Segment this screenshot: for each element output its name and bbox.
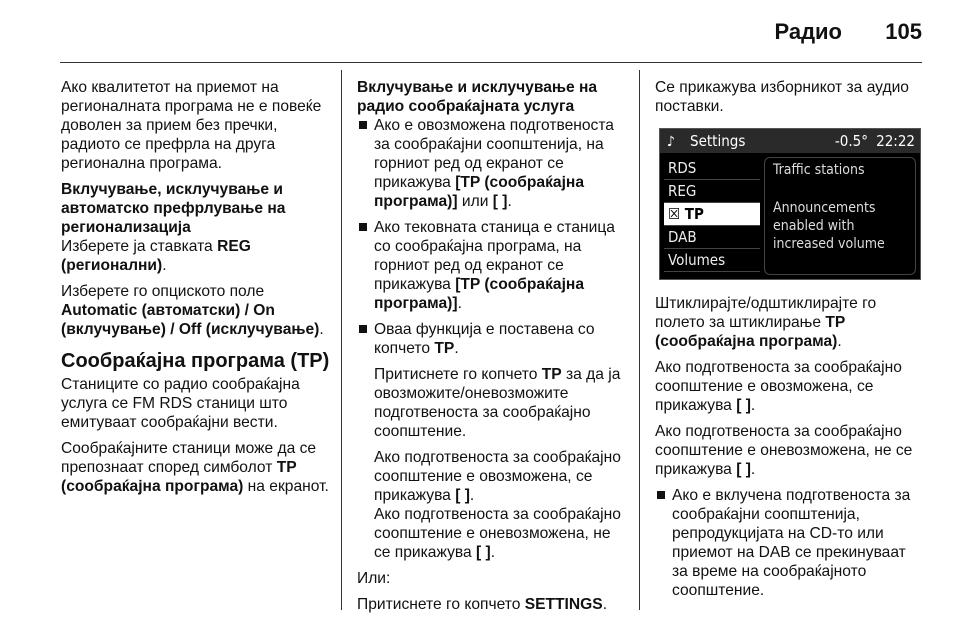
screen-status-bar [660,129,920,153]
screen-title: Settings [690,132,746,150]
column-divider [639,70,640,610]
screen-clock: 22:22 [876,132,915,150]
bullet-item: Ако е овозможена подготвеноста за сообраќајни соопштенија, на горниот ред од екранот се прикажува [TP (сообраќајна програма)] или [ ]. [357,116,631,211]
settings-screen-illustration [659,128,921,280]
panel-line: Traffic stations [773,162,865,178]
screen-info-panel [764,157,916,275]
screen-menu-item: REG [664,180,760,203]
panel-line: enabled with [773,218,855,234]
music-note-icon: ♪ [667,134,676,150]
bullet-item: Ако е вклучена подготвеноста за сообраќајни соопштенија, репродукцијата на CD-то или приемот на DAB се прекинуваат за време на сообраќајното соопштение. [655,486,925,600]
screen-menu-item-selected: ☒ TP [664,203,760,226]
screen-menu-item: RDS [664,157,760,180]
screen-menu [664,157,760,272]
indented-paragraph: Ако подготвеноста за сообраќајно соопштение е овозможена, се прикажува [ ]. [374,449,621,504]
paragraph: Изберете го опциското поле Automatic (автоматски) / On (вклучување) / Off (исклучување). [61,283,324,338]
paragraph: Ако подготвеноста за сообраќајно соопштение е оневозможена, не се прикажува [ ]. [655,423,913,478]
bullet-item: Оваа функција е поставена со копчето TP. [357,320,631,358]
bullet-item: Ако тековната станица е станица со сообраќајна програма, на горниот ред од екранот се прикажува [TP (сообраќајна програма)]. [357,218,631,313]
paragraph: Сообраќајните станици може да се препознаат според симболот TP (сообраќајна програма) на екранот. [61,440,329,495]
paragraph: Ако подготвеноста за сообраќајно соопштение е овозможена, се прикажува [ ]. [655,359,902,414]
paragraph: Притиснете го копчето SETTINGS. [357,596,608,613]
column-1 [61,78,333,503]
screen-menu-item: Volumes [664,249,760,272]
subheading: Вклучување, исклучување и автоматско префрлување на регионализација [61,181,286,236]
paragraph: Изберете ја ставката REG (регионални). [61,238,251,274]
indented-paragraph: Ако подготвеноста за сообраќајно соопштение е оневозможена, не се прикажува [ ]. [374,506,621,561]
column-2 [357,78,631,621]
subheading: Вклучување и исклучување на радио сообраќајната услуга [357,79,598,115]
indented-paragraph: Притиснете го копчето TP за да ја овозможите/оневозможите подготвеноста за сообраќајно соопштение. [374,366,621,440]
page-number: 105 [885,19,922,44]
screen-temperature: -0.5° [834,132,868,150]
paragraph: Штиклирајте/одштиклирајте го полето за штиклирање TP (сообраќајна програма). [655,295,877,350]
panel-line: Announcements [773,200,876,216]
paragraph: Или: [357,570,391,587]
page-header [0,0,960,60]
panel-line: increased volume [773,236,885,252]
paragraph: Станиците со радио сообраќајна услуга се FM RDS станици што емитуваат сообраќајни вести. [61,376,300,431]
paragraph: Се прикажува изборникот за аудио поставки. [655,79,909,115]
column-3 [655,78,925,607]
column-divider [341,70,342,610]
screen-menu-item: DAB [664,226,760,249]
section-title: Сообраќајна програма (TP) [61,350,330,372]
paragraph: Ако квалитетот на приемот на регионалната програма не е повеќе доволен за прием без пречки, радиото се префрла на друга регионална програма. [61,79,322,172]
header-divider [60,62,922,63]
chapter-title: Радио [774,19,842,44]
